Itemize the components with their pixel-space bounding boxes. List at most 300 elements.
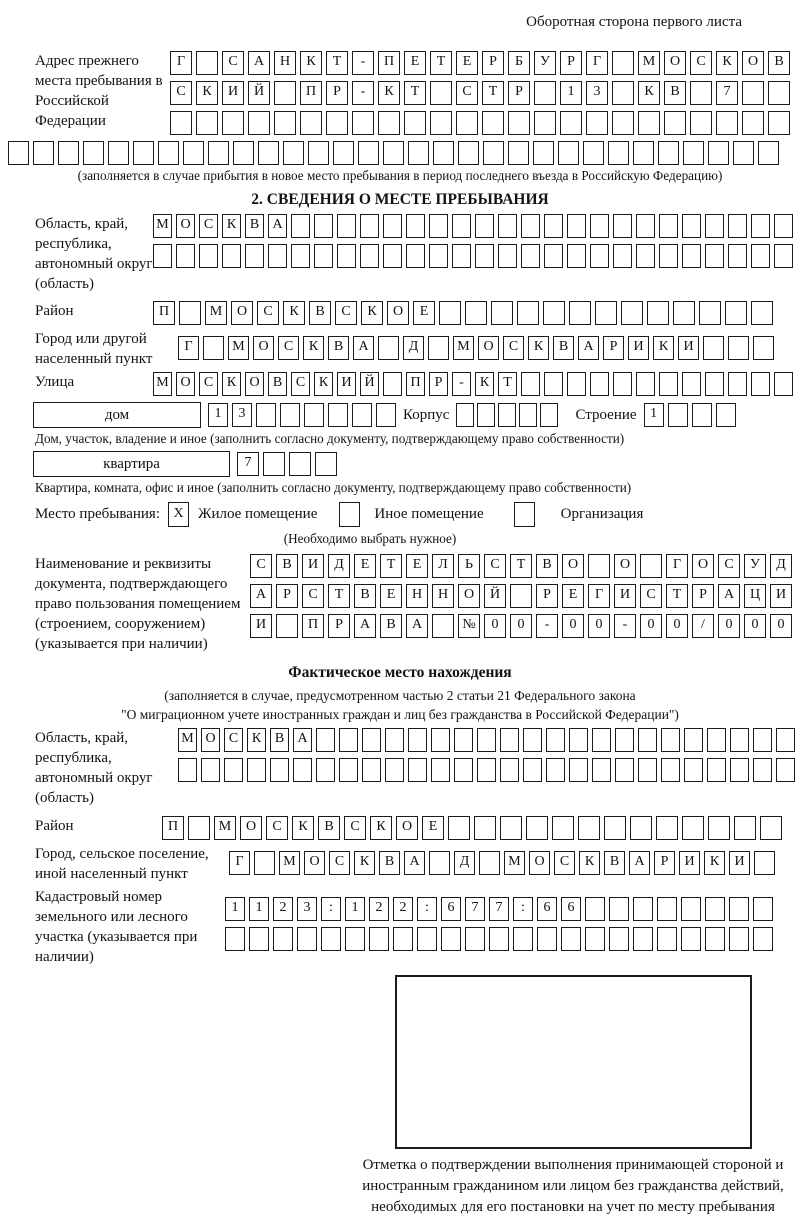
char-cell[interactable] xyxy=(544,372,563,396)
char-cell[interactable]: А xyxy=(293,728,312,752)
char-cell[interactable]: 3 xyxy=(297,897,317,921)
char-cell[interactable]: Т xyxy=(666,584,688,608)
char-cell[interactable] xyxy=(583,141,604,165)
char-cell[interactable]: Р xyxy=(692,584,714,608)
char-cell[interactable]: Т xyxy=(326,51,348,75)
char-cell[interactable]: Т xyxy=(328,584,350,608)
char-cell[interactable]: И xyxy=(729,851,750,875)
char-cell[interactable] xyxy=(659,214,678,238)
char-cell[interactable] xyxy=(664,111,686,135)
char-cell[interactable] xyxy=(339,758,358,782)
char-cell[interactable] xyxy=(523,758,542,782)
char-cell[interactable]: В xyxy=(328,336,349,360)
char-cell[interactable] xyxy=(489,927,509,951)
char-cell[interactable] xyxy=(441,927,461,951)
char-cell[interactable] xyxy=(283,141,304,165)
char-cell[interactable] xyxy=(170,111,192,135)
char-cell[interactable] xyxy=(178,758,197,782)
char-cell[interactable]: К xyxy=(638,81,660,105)
char-cell[interactable] xyxy=(308,141,329,165)
char-cell[interactable] xyxy=(612,111,634,135)
char-cell[interactable] xyxy=(248,111,270,135)
char-cell[interactable]: Р xyxy=(326,81,348,105)
char-cell[interactable] xyxy=(108,141,129,165)
char-cell[interactable]: К xyxy=(354,851,375,875)
char-cell[interactable]: К xyxy=(528,336,549,360)
char-cell[interactable]: М xyxy=(453,336,474,360)
char-cell[interactable] xyxy=(708,141,729,165)
char-cell[interactable]: М xyxy=(178,728,197,752)
char-cell[interactable]: Г xyxy=(586,51,608,75)
char-cell[interactable] xyxy=(362,758,381,782)
char-cell[interactable]: Г xyxy=(588,584,610,608)
char-cell[interactable] xyxy=(133,141,154,165)
char-cell[interactable] xyxy=(751,301,773,325)
char-cell[interactable]: В xyxy=(276,554,298,578)
char-cell[interactable]: А xyxy=(354,614,376,638)
char-cell[interactable] xyxy=(293,758,312,782)
char-cell[interactable]: В xyxy=(553,336,574,360)
char-cell[interactable]: А xyxy=(248,51,270,75)
char-cell[interactable]: К xyxy=(370,816,392,840)
char-cell[interactable] xyxy=(716,403,736,427)
char-cell[interactable]: - xyxy=(614,614,636,638)
char-cell[interactable] xyxy=(630,816,652,840)
char-cell[interactable]: С xyxy=(329,851,350,875)
char-cell[interactable] xyxy=(188,816,210,840)
char-cell[interactable]: О xyxy=(253,336,274,360)
char-cell[interactable] xyxy=(595,301,617,325)
char-cell[interactable]: М xyxy=(504,851,525,875)
char-cell[interactable]: : xyxy=(513,897,533,921)
char-cell[interactable]: П xyxy=(378,51,400,75)
char-cell[interactable] xyxy=(519,403,537,427)
char-cell[interactable] xyxy=(544,244,563,268)
char-cell[interactable] xyxy=(385,728,404,752)
char-cell[interactable] xyxy=(705,214,724,238)
char-cell[interactable]: Е xyxy=(380,584,402,608)
char-cell[interactable] xyxy=(707,758,726,782)
char-cell[interactable] xyxy=(638,758,657,782)
char-cell[interactable]: М xyxy=(228,336,249,360)
char-cell[interactable] xyxy=(592,758,611,782)
char-cell[interactable] xyxy=(684,758,703,782)
char-cell[interactable] xyxy=(546,728,565,752)
char-cell[interactable]: 1 xyxy=(225,897,245,921)
char-cell[interactable]: Д xyxy=(328,554,350,578)
char-cell[interactable]: Е xyxy=(404,51,426,75)
char-cell[interactable]: М xyxy=(638,51,660,75)
char-cell[interactable] xyxy=(578,816,600,840)
char-cell[interactable]: О xyxy=(304,851,325,875)
char-cell[interactable] xyxy=(362,728,381,752)
char-cell[interactable] xyxy=(432,614,454,638)
char-cell[interactable]: - xyxy=(536,614,558,638)
char-cell[interactable] xyxy=(636,372,655,396)
char-cell[interactable] xyxy=(657,897,677,921)
char-cell[interactable]: А xyxy=(406,614,428,638)
char-cell[interactable]: Б xyxy=(508,51,530,75)
char-cell[interactable] xyxy=(567,214,586,238)
char-cell[interactable] xyxy=(158,141,179,165)
char-cell[interactable] xyxy=(707,728,726,752)
char-cell[interactable] xyxy=(609,927,629,951)
char-cell[interactable]: 6 xyxy=(537,897,557,921)
char-cell[interactable]: Р xyxy=(276,584,298,608)
char-cell[interactable]: С xyxy=(484,554,506,578)
char-cell[interactable] xyxy=(776,728,795,752)
char-cell[interactable] xyxy=(552,816,574,840)
char-cell[interactable]: Н xyxy=(406,584,428,608)
char-cell[interactable] xyxy=(567,372,586,396)
char-cell[interactable] xyxy=(774,244,793,268)
char-cell[interactable] xyxy=(430,111,452,135)
char-cell[interactable]: Е xyxy=(406,554,428,578)
char-cell[interactable]: А xyxy=(629,851,650,875)
char-cell[interactable]: - xyxy=(352,81,374,105)
char-cell[interactable] xyxy=(199,244,218,268)
char-cell[interactable] xyxy=(429,244,448,268)
char-cell[interactable]: О xyxy=(742,51,764,75)
char-cell[interactable] xyxy=(439,301,461,325)
char-cell[interactable] xyxy=(475,214,494,238)
char-cell[interactable] xyxy=(508,141,529,165)
char-cell[interactable] xyxy=(699,301,721,325)
char-cell[interactable] xyxy=(429,214,448,238)
char-cell[interactable] xyxy=(477,758,496,782)
char-cell[interactable]: М xyxy=(279,851,300,875)
char-cell[interactable] xyxy=(758,141,779,165)
char-cell[interactable] xyxy=(428,336,449,360)
char-cell[interactable]: С xyxy=(335,301,357,325)
char-cell[interactable] xyxy=(647,301,669,325)
char-cell[interactable]: Р xyxy=(654,851,675,875)
char-cell[interactable]: Н xyxy=(432,584,454,608)
char-cell[interactable]: Е xyxy=(413,301,435,325)
char-cell[interactable] xyxy=(498,214,517,238)
char-cell[interactable] xyxy=(383,244,402,268)
char-cell[interactable]: 0 xyxy=(770,614,792,638)
char-cell[interactable] xyxy=(276,614,298,638)
char-cell[interactable] xyxy=(369,927,389,951)
char-cell[interactable]: И xyxy=(679,851,700,875)
char-cell[interactable]: П xyxy=(153,301,175,325)
char-cell[interactable]: Н xyxy=(274,51,296,75)
char-cell[interactable]: 1 xyxy=(644,403,664,427)
char-cell[interactable] xyxy=(153,244,172,268)
char-cell[interactable] xyxy=(383,141,404,165)
char-cell[interactable] xyxy=(705,244,724,268)
char-cell[interactable] xyxy=(540,403,558,427)
char-cell[interactable]: П xyxy=(406,372,425,396)
char-cell[interactable] xyxy=(534,81,556,105)
char-cell[interactable] xyxy=(360,244,379,268)
char-cell[interactable]: В xyxy=(380,614,402,638)
char-cell[interactable] xyxy=(383,372,402,396)
char-cell[interactable] xyxy=(615,758,634,782)
char-cell[interactable] xyxy=(521,372,540,396)
char-cell[interactable]: Г xyxy=(229,851,250,875)
char-cell[interactable] xyxy=(659,372,678,396)
char-cell[interactable] xyxy=(225,927,245,951)
char-cell[interactable] xyxy=(742,111,764,135)
char-cell[interactable] xyxy=(569,728,588,752)
char-cell[interactable]: 3 xyxy=(586,81,608,105)
char-cell[interactable] xyxy=(431,758,450,782)
char-cell[interactable] xyxy=(638,111,660,135)
char-cell[interactable] xyxy=(615,728,634,752)
char-cell[interactable]: 6 xyxy=(561,897,581,921)
char-cell[interactable] xyxy=(613,372,632,396)
char-cell[interactable] xyxy=(500,728,519,752)
char-cell[interactable]: Т xyxy=(498,372,517,396)
checkbox-inoe[interactable] xyxy=(339,502,360,527)
char-cell[interactable]: 3 xyxy=(232,403,252,427)
char-cell[interactable] xyxy=(270,758,289,782)
char-cell[interactable] xyxy=(254,851,275,875)
char-cell[interactable] xyxy=(508,111,530,135)
char-cell[interactable] xyxy=(498,403,516,427)
char-cell[interactable] xyxy=(716,111,738,135)
char-cell[interactable] xyxy=(708,816,730,840)
char-cell[interactable]: 1 xyxy=(560,81,582,105)
char-cell[interactable] xyxy=(314,244,333,268)
char-cell[interactable] xyxy=(661,728,680,752)
char-cell[interactable]: С xyxy=(291,372,310,396)
char-cell[interactable]: В xyxy=(318,816,340,840)
char-cell[interactable] xyxy=(328,403,348,427)
char-cell[interactable]: С xyxy=(344,816,366,840)
char-cell[interactable]: В xyxy=(245,214,264,238)
char-cell[interactable]: П xyxy=(300,81,322,105)
char-cell[interactable]: С xyxy=(266,816,288,840)
char-cell[interactable] xyxy=(513,927,533,951)
char-cell[interactable] xyxy=(8,141,29,165)
char-cell[interactable]: 2 xyxy=(273,897,293,921)
char-cell[interactable]: 1 xyxy=(208,403,228,427)
char-cell[interactable] xyxy=(690,111,712,135)
char-cell[interactable]: С xyxy=(224,728,243,752)
char-cell[interactable] xyxy=(452,244,471,268)
char-cell[interactable]: И xyxy=(614,584,636,608)
char-cell[interactable]: А xyxy=(578,336,599,360)
char-cell[interactable]: М xyxy=(153,214,172,238)
char-cell[interactable]: А xyxy=(404,851,425,875)
char-cell[interactable] xyxy=(408,728,427,752)
char-cell[interactable]: 0 xyxy=(510,614,532,638)
char-cell[interactable] xyxy=(58,141,79,165)
checkbox-zhiloe[interactable]: X xyxy=(168,502,189,527)
char-cell[interactable]: Й xyxy=(360,372,379,396)
char-cell[interactable]: П xyxy=(162,816,184,840)
char-cell[interactable] xyxy=(352,403,372,427)
char-cell[interactable]: 0 xyxy=(588,614,610,638)
char-cell[interactable]: О xyxy=(176,214,195,238)
char-cell[interactable]: В xyxy=(309,301,331,325)
char-cell[interactable] xyxy=(753,758,772,782)
char-cell[interactable] xyxy=(633,897,653,921)
char-cell[interactable] xyxy=(621,301,643,325)
char-cell[interactable]: О xyxy=(614,554,636,578)
char-cell[interactable] xyxy=(483,141,504,165)
char-cell[interactable] xyxy=(474,816,496,840)
char-cell[interactable]: В xyxy=(536,554,558,578)
char-cell[interactable] xyxy=(201,758,220,782)
char-cell[interactable] xyxy=(498,244,517,268)
char-cell[interactable]: М xyxy=(214,816,236,840)
char-cell[interactable] xyxy=(315,452,337,476)
char-cell[interactable] xyxy=(673,301,695,325)
char-cell[interactable] xyxy=(510,584,532,608)
char-cell[interactable]: С xyxy=(554,851,575,875)
char-cell[interactable] xyxy=(291,244,310,268)
char-cell[interactable]: Е xyxy=(422,816,444,840)
char-cell[interactable]: И xyxy=(628,336,649,360)
char-cell[interactable] xyxy=(477,728,496,752)
char-cell[interactable] xyxy=(730,758,749,782)
char-cell[interactable] xyxy=(491,301,513,325)
char-cell[interactable]: Д xyxy=(403,336,424,360)
char-cell[interactable] xyxy=(465,301,487,325)
char-cell[interactable] xyxy=(222,111,244,135)
char-cell[interactable] xyxy=(475,244,494,268)
char-cell[interactable] xyxy=(682,244,701,268)
char-cell[interactable] xyxy=(245,244,264,268)
char-cell[interactable]: О xyxy=(396,816,418,840)
char-cell[interactable] xyxy=(316,728,335,752)
char-cell[interactable] xyxy=(753,336,774,360)
char-cell[interactable] xyxy=(585,927,605,951)
char-cell[interactable] xyxy=(561,927,581,951)
char-cell[interactable] xyxy=(222,244,241,268)
char-cell[interactable]: Т xyxy=(430,51,452,75)
char-cell[interactable] xyxy=(636,244,655,268)
dom-box[interactable]: дом xyxy=(33,402,201,428)
char-cell[interactable] xyxy=(728,372,747,396)
char-cell[interactable]: 2 xyxy=(393,897,413,921)
char-cell[interactable] xyxy=(333,141,354,165)
char-cell[interactable]: М xyxy=(205,301,227,325)
char-cell[interactable]: Р xyxy=(429,372,448,396)
char-cell[interactable] xyxy=(406,214,425,238)
char-cell[interactable] xyxy=(567,244,586,268)
char-cell[interactable]: М xyxy=(153,372,172,396)
char-cell[interactable] xyxy=(258,141,279,165)
char-cell[interactable]: Л xyxy=(432,554,454,578)
char-cell[interactable]: В xyxy=(268,372,287,396)
char-cell[interactable]: Г xyxy=(178,336,199,360)
char-cell[interactable]: Г xyxy=(170,51,192,75)
char-cell[interactable]: 0 xyxy=(562,614,584,638)
char-cell[interactable] xyxy=(613,214,632,238)
char-cell[interactable] xyxy=(408,141,429,165)
char-cell[interactable] xyxy=(429,851,450,875)
char-cell[interactable] xyxy=(339,728,358,752)
char-cell[interactable] xyxy=(544,214,563,238)
char-cell[interactable]: 7 xyxy=(237,452,259,476)
char-cell[interactable]: А xyxy=(718,584,740,608)
char-cell[interactable] xyxy=(300,111,322,135)
char-cell[interactable]: Ц xyxy=(744,584,766,608)
char-cell[interactable]: / xyxy=(692,614,714,638)
char-cell[interactable]: А xyxy=(353,336,374,360)
char-cell[interactable] xyxy=(590,214,609,238)
char-cell[interactable] xyxy=(729,927,749,951)
char-cell[interactable] xyxy=(774,372,793,396)
char-cell[interactable]: С xyxy=(503,336,524,360)
char-cell[interactable]: Р xyxy=(603,336,624,360)
char-cell[interactable] xyxy=(479,851,500,875)
char-cell[interactable] xyxy=(358,141,379,165)
char-cell[interactable] xyxy=(657,927,677,951)
char-cell[interactable] xyxy=(728,244,747,268)
char-cell[interactable] xyxy=(690,81,712,105)
char-cell[interactable] xyxy=(774,214,793,238)
char-cell[interactable]: К xyxy=(475,372,494,396)
char-cell[interactable]: В xyxy=(354,584,376,608)
char-cell[interactable]: К xyxy=(292,816,314,840)
char-cell[interactable] xyxy=(768,111,790,135)
char-cell[interactable] xyxy=(179,301,201,325)
char-cell[interactable] xyxy=(656,816,678,840)
char-cell[interactable]: О xyxy=(387,301,409,325)
char-cell[interactable] xyxy=(585,897,605,921)
char-cell[interactable] xyxy=(754,851,775,875)
char-cell[interactable]: О xyxy=(201,728,220,752)
char-cell[interactable] xyxy=(273,927,293,951)
char-cell[interactable] xyxy=(692,403,712,427)
char-cell[interactable] xyxy=(753,897,773,921)
char-cell[interactable]: Р xyxy=(560,51,582,75)
char-cell[interactable]: С xyxy=(199,372,218,396)
char-cell[interactable]: - xyxy=(352,51,374,75)
char-cell[interactable] xyxy=(482,111,504,135)
char-cell[interactable] xyxy=(729,897,749,921)
char-cell[interactable]: О xyxy=(529,851,550,875)
char-cell[interactable]: : xyxy=(417,897,437,921)
char-cell[interactable]: К xyxy=(303,336,324,360)
char-cell[interactable] xyxy=(728,214,747,238)
char-cell[interactable]: С xyxy=(257,301,279,325)
char-cell[interactable] xyxy=(613,244,632,268)
char-cell[interactable]: 2 xyxy=(369,897,389,921)
char-cell[interactable] xyxy=(586,111,608,135)
char-cell[interactable] xyxy=(753,728,772,752)
char-cell[interactable] xyxy=(477,403,495,427)
char-cell[interactable] xyxy=(406,244,425,268)
char-cell[interactable] xyxy=(682,816,704,840)
char-cell[interactable] xyxy=(233,141,254,165)
char-cell[interactable] xyxy=(569,758,588,782)
char-cell[interactable]: О xyxy=(176,372,195,396)
char-cell[interactable]: А xyxy=(268,214,287,238)
char-cell[interactable] xyxy=(638,728,657,752)
char-cell[interactable] xyxy=(640,554,662,578)
char-cell[interactable] xyxy=(523,728,542,752)
char-cell[interactable] xyxy=(337,244,356,268)
char-cell[interactable] xyxy=(681,897,701,921)
char-cell[interactable] xyxy=(465,927,485,951)
char-cell[interactable]: Р xyxy=(328,614,350,638)
char-cell[interactable] xyxy=(378,336,399,360)
char-cell[interactable] xyxy=(592,728,611,752)
char-cell[interactable]: И xyxy=(337,372,356,396)
char-cell[interactable]: Т xyxy=(510,554,532,578)
char-cell[interactable] xyxy=(683,141,704,165)
char-cell[interactable] xyxy=(83,141,104,165)
char-cell[interactable] xyxy=(705,927,725,951)
char-cell[interactable] xyxy=(612,81,634,105)
